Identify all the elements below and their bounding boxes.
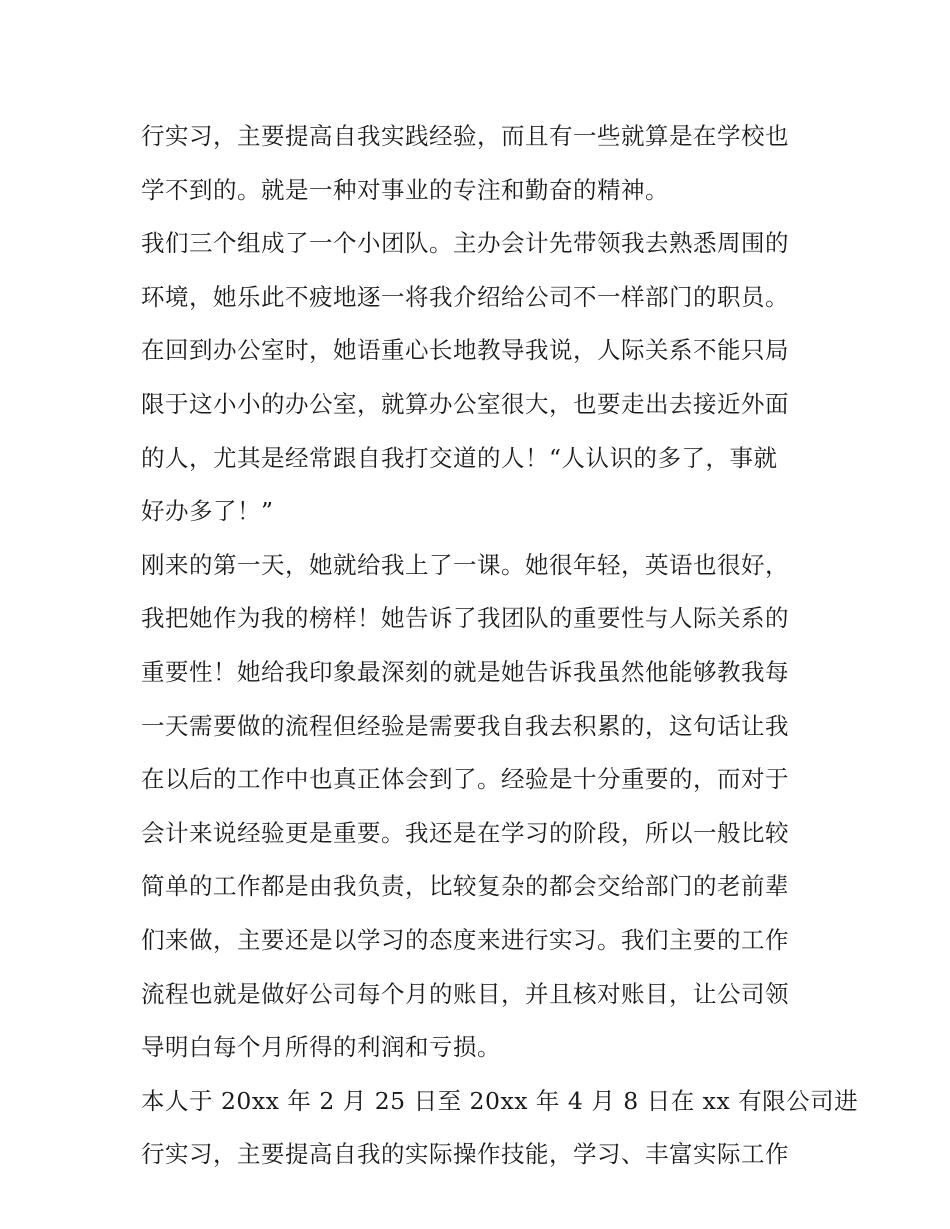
text-line: 们来做，主要还是以学习的态度来进行实习。我们主要的工作 bbox=[141, 925, 789, 954]
text-line: 的人，尤其是经常跟自我打交道的人！“人认识的多了，事就 bbox=[141, 443, 778, 472]
text-line: 在以后的工作中也真正体会到了。经验是十分重要的，而对于 bbox=[141, 765, 789, 794]
text-line: 我们三个组成了一个小团队。主办会计先带领我去熟悉周围的 bbox=[141, 229, 789, 258]
text-line: 一天需要做的流程但经验是需要我自我去积累的，这句话让我 bbox=[141, 711, 789, 740]
document-body bbox=[141, 110, 859, 1182]
text-line: 会计来说经验更是重要。我还是在学习的阶段，所以一般比较 bbox=[141, 818, 789, 847]
text-line: 行实习，主要提高自我实践经验，而且有一些就算是在学校也 bbox=[141, 122, 789, 150]
text-line: 环境，她乐此不疲地逐一将我介绍给公司不一样部门的职员。 bbox=[141, 282, 789, 311]
text-line: 好办多了！” bbox=[141, 497, 274, 526]
text-line: 限于这小小的办公室，就算办公室很大，也要走出去接近外面 bbox=[141, 389, 789, 418]
text-line: 本人于 20xx 年 2 月 25 日至 20xx 年 4 月 8 日在 xx 有限公司进 bbox=[141, 1086, 859, 1115]
text-line: 重要性！她给我印象最深刻的就是她告诉我虽然他能够教我每 bbox=[141, 657, 789, 686]
text-line: 在回到办公室时，她语重心长地教导我说，人际关系不能只局 bbox=[141, 336, 789, 365]
text-line: 导明白每个月所得的利润和亏损。 bbox=[141, 1033, 501, 1062]
text-line: 简单的工作都是由我负责，比较复杂的都会交给部门的老前辈 bbox=[141, 872, 789, 901]
text-line: 流程也就是做好公司每个月的账目，并且核对账目，让公司领 bbox=[141, 979, 789, 1008]
text-line: 学不到的。就是一种对事业的专注和勤奋的精神。 bbox=[141, 175, 669, 204]
text-line: 刚来的第一天，她就给我上了一课。她很年轻，英语也很好， bbox=[141, 550, 789, 579]
text-line: 我把她作为我的榜样！她告诉了我团队的重要性与人际关系的 bbox=[141, 604, 789, 633]
text-line: 行实习，主要提高自我的实际操作技能，学习、丰富实际工作 bbox=[141, 1140, 789, 1169]
